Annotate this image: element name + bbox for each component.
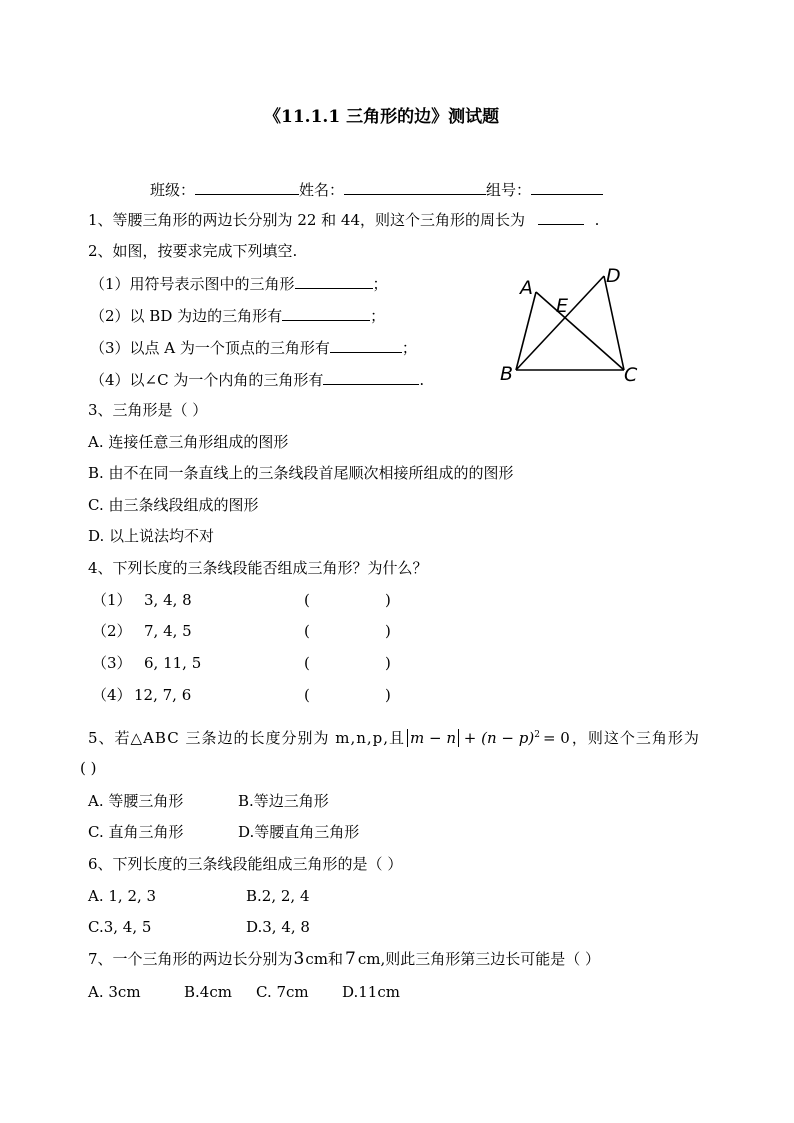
question-1 <box>88 210 599 229</box>
q5-formula-abs: m − n <box>407 729 459 747</box>
group-field[interactable] <box>531 180 603 195</box>
q2-item-4 <box>90 370 424 389</box>
q7-text-b: cm,则此三角形第三边长可能是（ ） <box>357 950 600 968</box>
q2-item-1-end: ； <box>372 275 388 293</box>
q5-option-c[interactable]: C. 直角三角形 <box>88 823 184 841</box>
q3-option-b[interactable]: B. 由不在同一条直线上的三条线段首尾顺次相接所组成的的图形 <box>88 464 514 482</box>
q2-item-2 <box>90 306 385 325</box>
triangle-figure <box>494 258 654 388</box>
q2-item-2-end: ； <box>370 307 386 325</box>
label-a: A <box>520 277 533 299</box>
q7-value-1: 3 <box>293 949 305 969</box>
q7-unit-1: cm和 <box>305 950 343 968</box>
q5-formula-mid: (n − p) <box>481 729 535 747</box>
label-e: E <box>556 295 569 317</box>
q2-blank-3[interactable] <box>330 338 402 353</box>
q4-text: 4、下列长度的三条线段能否组成三角形？为什么？ <box>88 559 428 577</box>
q7-value-2: 7 <box>345 949 356 969</box>
header-info <box>150 180 603 199</box>
page-title: 《11.1.1 三角形的边》测试题 <box>264 107 500 127</box>
q4-row-4-values: 12, 7, 6 <box>134 686 192 704</box>
q4-row-3-values: 6, 11, 5 <box>144 654 202 672</box>
segment-ac <box>536 292 624 370</box>
q7-option-c[interactable]: C. 7cm <box>256 983 309 1001</box>
q4-row-3-paren-close: ) <box>385 654 391 672</box>
q2-blank-2[interactable] <box>282 306 370 321</box>
q5-text-after: ，则这个三角形为 <box>571 729 700 747</box>
q2-item-4-end: . <box>419 371 425 389</box>
q6-option-c[interactable]: C.3, 4, 5 <box>88 918 152 936</box>
q2-item-3 <box>90 338 417 357</box>
q4-row-3-no: （3） <box>92 654 132 672</box>
q5-text-before: 5、若△ABC 三条边的长度分别为 m,n,p,且 <box>88 729 406 747</box>
q4-row-2-no: （2） <box>92 622 132 640</box>
q4-row-2-values: 7, 4, 5 <box>144 622 192 640</box>
q4-row-1-paren-close: ) <box>385 591 391 609</box>
label-b: B <box>500 363 514 385</box>
q7-option-a[interactable]: A. 3cm <box>88 983 141 1001</box>
q1-text: 1、等腰三角形的两边长分别为 22 和 44，则这个三角形的周长为 <box>88 211 526 229</box>
q3-option-d[interactable]: D. 以上说法均不对 <box>88 527 215 545</box>
q7-text-a: 7、一个三角形的两边长分别为 <box>88 950 293 968</box>
q6-option-a[interactable]: A. 1, 2, 3 <box>88 887 157 905</box>
q2-item-3-end: ； <box>401 339 417 357</box>
q5-line <box>88 726 700 747</box>
q4-row-1-no: （1） <box>92 591 132 609</box>
q4-row-4-paren-open: ( <box>304 686 310 704</box>
q3-option-c[interactable]: C. 由三条线段组成的图形 <box>88 496 259 514</box>
q6-option-b[interactable]: B.2, 2, 4 <box>246 887 310 905</box>
q3-option-a[interactable]: A. 连接任意三角形组成的图形 <box>88 433 289 451</box>
q5-option-b[interactable]: B.等边三角形 <box>238 792 329 810</box>
label-c: C <box>624 364 638 386</box>
q2-item-2-label: （2）以 BD 为边的三角形有 <box>90 307 283 325</box>
q4-row-4-paren-close: ) <box>385 686 391 704</box>
name-label: 姓名： <box>299 181 345 199</box>
q4-row-1-values: 3, 4, 8 <box>144 591 192 609</box>
label-d: D <box>606 265 621 287</box>
q5-option-a[interactable]: A. 等腰三角形 <box>88 792 184 810</box>
q6-option-d[interactable]: D.3, 4, 8 <box>246 918 310 936</box>
q5-formula: $m - n + (n - p)^2 = 0$ <box>407 729 570 747</box>
q2-blank-1[interactable] <box>295 274 373 289</box>
q2-text: 2、如图，按要求完成下列填空. <box>88 242 298 260</box>
q5-formula-exp: 2 <box>534 730 540 740</box>
q1-answer-blank[interactable] <box>538 210 584 225</box>
q7-option-d[interactable]: D.11cm <box>342 983 400 1001</box>
q5-formula-eq: = 0 <box>542 729 570 747</box>
class-field[interactable] <box>195 180 299 195</box>
q5-paren: ( ) <box>80 759 97 777</box>
q2-blank-4[interactable] <box>323 370 419 385</box>
group-label: 组号： <box>486 181 532 199</box>
class-label: 班级： <box>150 181 196 199</box>
q5-option-d[interactable]: D.等腰直角三角形 <box>238 823 360 841</box>
q2-item-4-label: （4）以∠C 为一个内角的三角形有 <box>90 371 324 389</box>
q2-item-1-label: （1）用符号表示图中的三角形 <box>90 275 295 293</box>
q7-option-b[interactable]: B.4cm <box>184 983 232 1001</box>
q4-row-1-paren-open: ( <box>304 591 310 609</box>
q2-item-1 <box>90 274 388 293</box>
q4-row-4-no: （4） <box>92 686 132 704</box>
q7-text <box>88 950 600 968</box>
q1-end: . <box>594 211 600 229</box>
q3-text: 3、三角形是（ ） <box>88 401 208 419</box>
q6-text: 6、下列长度的三条线段能组成三角形的是（ ） <box>88 855 403 873</box>
q4-row-2-paren-close: ) <box>385 622 391 640</box>
q4-row-3-paren-open: ( <box>304 654 310 672</box>
q2-item-3-label: （3）以点 A 为一个顶点的三角形有 <box>90 339 330 357</box>
name-field[interactable] <box>344 180 486 195</box>
q4-row-2-paren-open: ( <box>304 622 310 640</box>
